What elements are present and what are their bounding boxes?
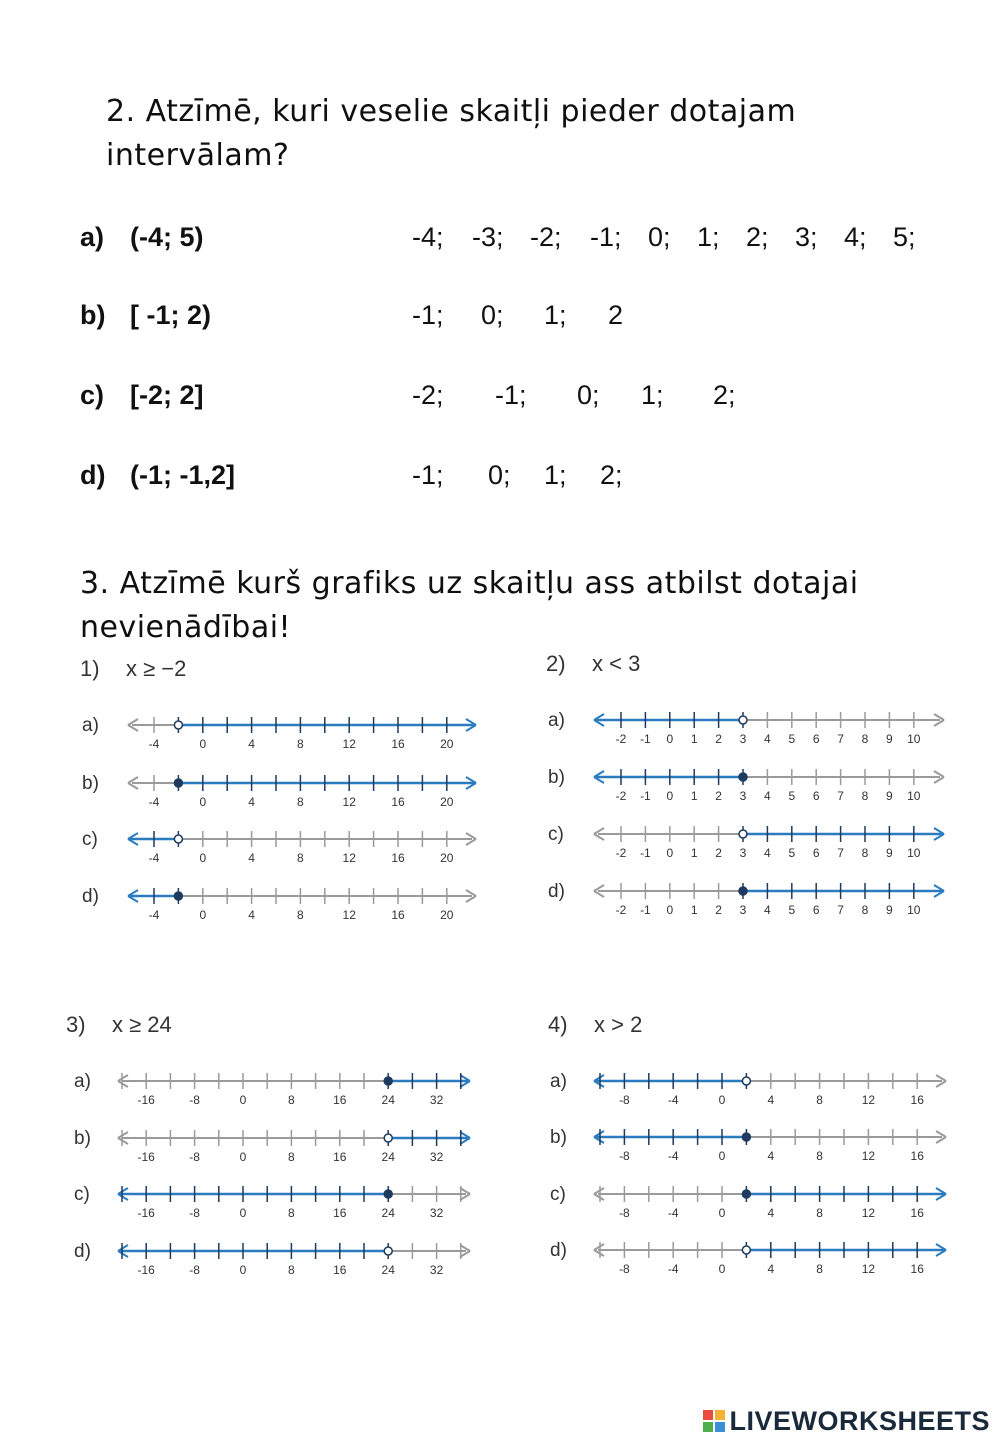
row-label: a) <box>80 222 105 252</box>
question-2-title: 2. Atzīmē, kuri veselie skaitļi pieder dotajam intervālam? <box>106 94 797 173</box>
tick-label: -4 <box>148 908 160 922</box>
option-label: d) <box>550 1240 567 1261</box>
tick-label: 4 <box>767 1093 775 1107</box>
tick-label: -8 <box>619 1206 630 1220</box>
open-endpoint <box>384 1134 392 1142</box>
tick-label: -1 <box>640 846 651 860</box>
tick-label: -16 <box>137 1263 155 1277</box>
tick-label: 8 <box>288 1093 295 1107</box>
tick-label: -4 <box>667 1206 679 1220</box>
integer-option[interactable]: -2; <box>412 380 444 410</box>
tick-label: 3 <box>739 903 747 917</box>
tick-label: 4 <box>764 903 771 917</box>
integer-option[interactable]: 2; <box>746 222 769 252</box>
tick-label: 0 <box>666 732 674 746</box>
tick-label: 0 <box>239 1150 247 1164</box>
tick-label: -1 <box>640 903 651 917</box>
tick-label: 0 <box>199 737 207 751</box>
number-line-option[interactable] <box>548 767 944 803</box>
liveworksheets-logo <box>703 1406 990 1437</box>
option-label: d) <box>82 886 99 907</box>
integer-option[interactable]: -4; <box>412 222 444 252</box>
tick-label: 0 <box>239 1093 247 1107</box>
option-label: c) <box>548 824 564 845</box>
tick-label: 6 <box>812 846 820 860</box>
tick-label: 3 <box>739 789 747 803</box>
tick-label: 12 <box>861 1262 876 1276</box>
tick-label: 2 <box>715 846 722 860</box>
tick-label: -16 <box>137 1093 155 1107</box>
tick-label: -1 <box>640 789 651 803</box>
tick-label: 0 <box>718 1149 726 1163</box>
tick-label: 32 <box>429 1093 444 1107</box>
tick-label: 1 <box>690 903 698 917</box>
open-endpoint <box>742 1077 750 1085</box>
integer-option[interactable]: 0; <box>488 460 511 490</box>
tick-label: 12 <box>342 795 356 809</box>
tick-label: 4 <box>248 737 255 751</box>
option-label: b) <box>74 1128 91 1149</box>
tick-label: 0 <box>199 795 207 809</box>
tick-label: 4 <box>248 795 255 809</box>
number-line-option[interactable] <box>74 1241 470 1277</box>
tick-label: 0 <box>718 1093 726 1107</box>
problem-heading <box>66 1012 172 1038</box>
number-line-option[interactable] <box>548 824 944 860</box>
tick-label: 7 <box>837 732 844 746</box>
tick-label: 0 <box>666 846 674 860</box>
number-line-option[interactable] <box>82 829 476 865</box>
tick-label: 8 <box>861 789 869 803</box>
tick-label: 0 <box>239 1206 247 1220</box>
integer-option[interactable]: -1; <box>495 380 527 410</box>
tick-label: 16 <box>333 1206 347 1220</box>
tick-label: 4 <box>764 789 771 803</box>
tick-label: 16 <box>391 908 405 922</box>
tick-label: -16 <box>137 1206 155 1220</box>
tick-label: 8 <box>861 846 869 860</box>
tick-label: 8 <box>861 903 869 917</box>
integer-option[interactable]: -3; <box>472 222 504 252</box>
tick-label: 9 <box>886 732 893 746</box>
integer-option[interactable]: 0; <box>648 222 671 252</box>
closed-endpoint <box>739 887 747 895</box>
tick-label: -8 <box>619 1149 630 1163</box>
tick-label: 16 <box>333 1093 347 1107</box>
tick-label: -8 <box>189 1206 200 1220</box>
inequality-text: x > 2 <box>594 1012 643 1037</box>
tick-label: 8 <box>816 1262 823 1276</box>
interval-text: (-4; 5) <box>130 222 204 252</box>
tick-label: -4 <box>148 851 160 865</box>
tick-label: 20 <box>440 851 454 865</box>
tick-label: 0 <box>666 903 674 917</box>
tick-label: 8 <box>297 795 304 809</box>
option-label: b) <box>82 773 99 794</box>
tick-label: 10 <box>907 903 921 917</box>
tick-label: 16 <box>391 795 405 809</box>
integer-option[interactable]: -1; <box>412 300 444 330</box>
inequality-text: x < 3 <box>592 651 641 676</box>
number-line-option[interactable] <box>74 1184 470 1220</box>
tick-label: 2 <box>715 789 722 803</box>
tick-label: 24 <box>381 1093 395 1107</box>
tick-label: 20 <box>440 908 454 922</box>
tick-label: 8 <box>816 1206 823 1220</box>
tick-label: 3 <box>739 846 747 860</box>
integer-option[interactable]: 0; <box>577 380 600 410</box>
tick-label: -8 <box>189 1150 200 1164</box>
option-label: a) <box>82 715 99 736</box>
tick-label: 0 <box>718 1206 726 1220</box>
tick-label: 10 <box>907 732 921 746</box>
tick-label: 32 <box>429 1150 444 1164</box>
open-endpoint <box>742 1246 750 1254</box>
tick-label: 0 <box>199 908 207 922</box>
integer-option[interactable]: -2; <box>530 222 562 252</box>
tick-label: 9 <box>886 846 893 860</box>
tick-label: 8 <box>816 1093 823 1107</box>
tick-label: 0 <box>199 851 207 865</box>
tick-label: 16 <box>333 1150 347 1164</box>
tick-label: 6 <box>812 732 820 746</box>
tick-label: 8 <box>297 851 304 865</box>
option-label: d) <box>74 1241 91 1262</box>
open-endpoint <box>739 830 747 838</box>
number-line-option[interactable] <box>74 1071 470 1107</box>
option-label: a) <box>548 710 565 731</box>
integer-option[interactable]: 2 <box>608 300 624 330</box>
tick-label: 16 <box>910 1206 924 1220</box>
tick-label: 10 <box>907 789 921 803</box>
tick-label: -8 <box>189 1093 200 1107</box>
integer-option[interactable]: 1; <box>544 460 567 490</box>
integer-option[interactable]: 2; <box>600 460 623 490</box>
option-label: d) <box>548 881 565 902</box>
problem-heading <box>548 1012 642 1038</box>
option-label: b) <box>548 767 565 788</box>
tick-label: -2 <box>615 903 627 917</box>
closed-endpoint <box>739 773 747 781</box>
tick-label: -2 <box>615 789 627 803</box>
problem-heading <box>546 651 640 677</box>
tick-label: -4 <box>667 1262 679 1276</box>
tick-label: -8 <box>189 1263 200 1277</box>
integer-option[interactable]: 1; <box>641 380 664 410</box>
tick-label: 12 <box>342 851 356 865</box>
tick-label: 32 <box>429 1263 444 1277</box>
tick-label: 12 <box>342 737 356 751</box>
problem-number: 4) <box>548 1012 568 1037</box>
closed-endpoint <box>384 1077 392 1085</box>
tick-label: 24 <box>381 1150 395 1164</box>
tick-label: 0 <box>239 1263 247 1277</box>
number-line-option[interactable] <box>550 1127 946 1163</box>
tick-label: 16 <box>391 737 405 751</box>
problem-heading <box>80 656 186 682</box>
inequality-text: x ≥ −2 <box>126 656 187 681</box>
tick-label: -4 <box>667 1093 679 1107</box>
integer-option[interactable]: 3; <box>795 222 818 252</box>
tick-label: 16 <box>910 1262 924 1276</box>
liveworksheets-logo-icon <box>703 1410 727 1432</box>
number-line-option[interactable] <box>550 1184 946 1220</box>
tick-label: -1 <box>640 732 651 746</box>
integer-option[interactable]: -1; <box>412 460 444 490</box>
tick-label: 24 <box>381 1206 395 1220</box>
integer-option[interactable]: 2; <box>713 380 736 410</box>
tick-label: 7 <box>837 789 844 803</box>
tick-label: -2 <box>615 846 627 860</box>
tick-label: 5 <box>788 846 796 860</box>
tick-label: -16 <box>137 1150 155 1164</box>
tick-label: 9 <box>886 903 893 917</box>
tick-label: 1 <box>690 789 698 803</box>
tick-label: 8 <box>288 1263 295 1277</box>
tick-label: 12 <box>342 908 356 922</box>
closed-endpoint <box>174 779 182 787</box>
integer-option[interactable]: 1; <box>544 300 567 330</box>
integer-option[interactable]: 5; <box>893 222 916 252</box>
option-label: a) <box>74 1071 91 1092</box>
tick-label: 0 <box>666 789 674 803</box>
tick-label: 8 <box>861 732 869 746</box>
number-line-option[interactable] <box>82 715 476 751</box>
closed-endpoint <box>742 1133 750 1141</box>
closed-endpoint <box>174 892 182 900</box>
tick-label: 5 <box>788 789 796 803</box>
tick-label: 1 <box>690 846 698 860</box>
tick-label: -8 <box>619 1093 630 1107</box>
tick-label: 6 <box>812 903 820 917</box>
integer-option[interactable]: 0; <box>481 300 504 330</box>
tick-label: 12 <box>861 1206 876 1220</box>
problem-number: 3) <box>66 1012 86 1037</box>
option-label: b) <box>550 1127 567 1148</box>
tick-label: -4 <box>667 1149 679 1163</box>
tick-label: 24 <box>381 1263 395 1277</box>
interval-text: [-2; 2] <box>130 380 204 410</box>
option-label: a) <box>550 1071 567 1092</box>
tick-label: 8 <box>288 1150 295 1164</box>
tick-label: 32 <box>429 1206 444 1220</box>
tick-label: 4 <box>764 846 771 860</box>
option-label: c) <box>550 1184 566 1205</box>
tick-label: 9 <box>886 789 893 803</box>
tick-label: 0 <box>718 1262 726 1276</box>
integer-option[interactable]: -1; <box>590 222 622 252</box>
open-endpoint <box>174 721 182 729</box>
tick-label: 12 <box>861 1093 876 1107</box>
closed-endpoint <box>742 1190 750 1198</box>
integer-option[interactable]: 1; <box>697 222 720 252</box>
option-label: c) <box>82 829 98 850</box>
number-line-option[interactable] <box>550 1240 946 1276</box>
open-endpoint <box>384 1247 392 1255</box>
number-line-option[interactable] <box>548 710 944 746</box>
tick-label: 12 <box>861 1149 876 1163</box>
tick-label: 8 <box>297 737 304 751</box>
tick-label: 4 <box>767 1262 775 1276</box>
liveworksheets-logo-text: LIVEWORKSHEETS <box>729 1406 990 1436</box>
row-label: c) <box>80 380 105 410</box>
inequality-text: x ≥ 24 <box>112 1012 172 1037</box>
tick-label: 4 <box>248 851 255 865</box>
row-label: b) <box>80 300 106 330</box>
tick-label: 6 <box>812 789 820 803</box>
tick-label: 7 <box>837 846 844 860</box>
number-line-option[interactable] <box>82 773 476 809</box>
tick-label: 5 <box>788 903 796 917</box>
closed-endpoint <box>384 1190 392 1198</box>
tick-label: -2 <box>615 732 627 746</box>
tick-label: 16 <box>391 851 405 865</box>
tick-label: 7 <box>837 903 844 917</box>
tick-label: 16 <box>333 1263 347 1277</box>
tick-label: 4 <box>767 1206 775 1220</box>
problem-number: 2) <box>546 651 566 676</box>
integer-option[interactable]: 4; <box>844 222 867 252</box>
number-line-option[interactable] <box>82 886 476 922</box>
interval-text: (-1; -1,2] <box>130 460 236 490</box>
question-3-title: 3. Atzīmē kurš grafiks uz skaitļu ass atbilst dotajai nevienādībai! <box>80 566 859 645</box>
tick-label: 20 <box>440 737 454 751</box>
tick-label: 8 <box>297 908 304 922</box>
tick-label: 10 <box>907 846 921 860</box>
tick-label: 8 <box>288 1206 295 1220</box>
number-line-option[interactable] <box>548 881 944 917</box>
tick-label: 16 <box>910 1149 924 1163</box>
tick-label: 4 <box>767 1149 775 1163</box>
number-line-option[interactable] <box>550 1071 946 1107</box>
tick-label: 2 <box>715 732 722 746</box>
tick-label: 20 <box>440 795 454 809</box>
tick-label: 8 <box>816 1149 823 1163</box>
tick-label: 4 <box>248 908 255 922</box>
open-endpoint <box>739 716 747 724</box>
tick-label: -8 <box>619 1262 630 1276</box>
tick-label: 5 <box>788 732 796 746</box>
interval-text: [ -1; 2) <box>130 300 211 330</box>
tick-label: -4 <box>148 737 160 751</box>
tick-label: 16 <box>910 1093 924 1107</box>
number-line-option[interactable] <box>74 1128 470 1164</box>
tick-label: -4 <box>148 795 160 809</box>
tick-label: 2 <box>715 903 722 917</box>
option-label: c) <box>74 1184 90 1205</box>
tick-label: 4 <box>764 732 771 746</box>
open-endpoint <box>174 835 182 843</box>
tick-label: 1 <box>690 732 698 746</box>
problem-number: 1) <box>80 656 100 681</box>
tick-label: 3 <box>739 732 747 746</box>
row-label: d) <box>80 460 106 490</box>
